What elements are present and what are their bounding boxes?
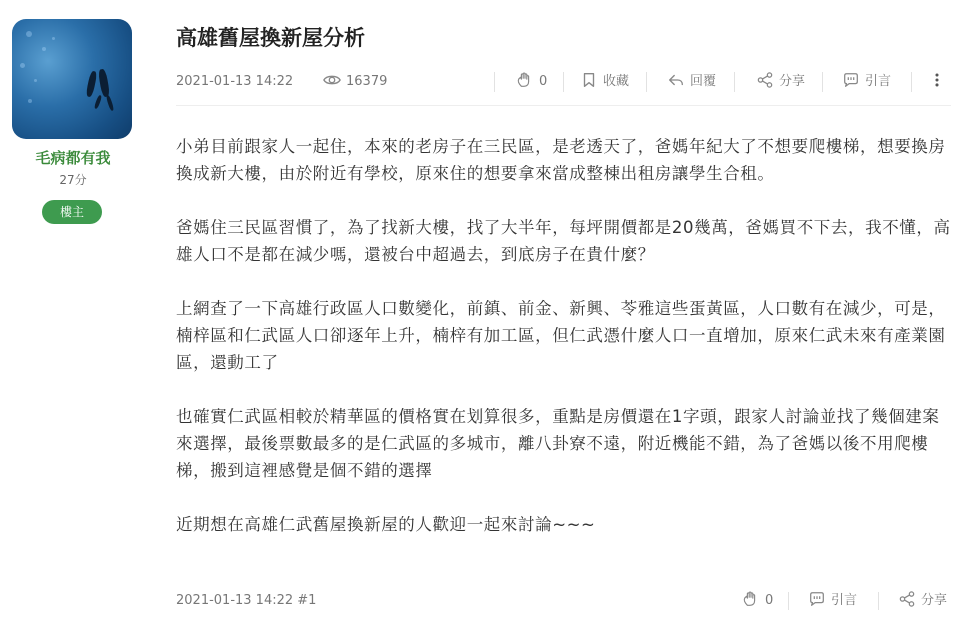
post-footer xyxy=(176,590,951,614)
reply-arrow-icon xyxy=(667,71,685,89)
footer-quote-label: 引言 xyxy=(831,593,858,608)
author-name[interactable]: 毛病都有我 xyxy=(35,149,111,167)
bookmark-label: 收藏 xyxy=(603,74,630,89)
share-nodes-icon xyxy=(898,590,916,608)
meta-divider xyxy=(176,105,951,106)
post-paragraph: 爸媽住三民區習慣了，為了找新大樓，找了大半年，每坪開價都是20幾萬，爸媽買不下去，我不懂，高雄人口不是都在減少嗎，還被台中超過去，到底房子在貴什麼？ xyxy=(176,218,951,264)
post-meta-bar xyxy=(176,70,951,98)
author-badge: 樓主 xyxy=(42,200,102,224)
meta-separator xyxy=(646,72,647,92)
like-button[interactable] xyxy=(516,70,547,94)
post-floor-datetime: 2021-01-13 14:22 #1 xyxy=(176,593,317,608)
reply-label: 回覆 xyxy=(690,74,717,89)
eye-icon xyxy=(323,71,341,89)
share-nodes-icon xyxy=(756,71,774,89)
post-body xyxy=(176,133,951,565)
share-button[interactable] xyxy=(756,70,805,94)
more-menu-button[interactable] xyxy=(928,70,951,94)
footer-separator xyxy=(788,592,789,610)
footer-quote-button[interactable] xyxy=(808,590,857,612)
post-paragraph: 近期想在高雄仁武舊屋換新屋的人歡迎一起來討論~~~ xyxy=(176,515,596,534)
footer-separator xyxy=(878,592,879,610)
reply-button[interactable] xyxy=(667,70,716,94)
footer-like-button[interactable] xyxy=(742,590,773,612)
bookmark-button[interactable] xyxy=(580,70,629,94)
author-score: 27分 xyxy=(59,173,87,187)
bookmark-icon xyxy=(580,71,598,89)
meta-separator xyxy=(494,72,495,92)
post-paragraph: 上網查了一下高雄行政區人口數變化，前鎮、前金、新興、苓雅這些蛋黃區，人口數有在減少，可是，楠梓區和仁武區人口卻逐年上升，楠梓有加工區，但仁武憑什麼人口一直增加，原來仁武未來有產業園區，還動工了 xyxy=(176,299,946,372)
post-paragraph: 小弟目前跟家人一起住，本來的老房子在三民區，是老透天了，爸媽年紀大了不想要爬樓梯，想要換房換成新大樓，由於附近有學校，原來住的想要拿來當成整棟出租房讓學生合租。 xyxy=(176,137,946,183)
footer-share-label: 分享 xyxy=(921,593,948,608)
like-count: 0 xyxy=(539,74,548,89)
quote-bubble-icon xyxy=(808,590,826,608)
post-title: 高雄舊屋換新屋分析 xyxy=(176,26,365,50)
avatar[interactable] xyxy=(12,19,132,139)
meta-separator xyxy=(822,72,823,92)
share-label: 分享 xyxy=(779,74,806,89)
quote-label: 引言 xyxy=(865,74,892,89)
meta-separator xyxy=(563,72,564,92)
views-count: 16379 xyxy=(346,74,388,89)
clap-hand-icon xyxy=(516,71,534,89)
footer-share-button[interactable] xyxy=(898,590,947,612)
meta-separator xyxy=(734,72,735,92)
quote-button[interactable] xyxy=(842,70,891,94)
meta-separator xyxy=(911,72,912,92)
more-vertical-icon xyxy=(928,71,946,89)
views-counter xyxy=(323,70,387,94)
post-paragraph: 也確實仁武區相較於精華區的價格實在划算很多，重點是房價還在1字頭，跟家人討論並找了幾個建案來選擇，最後票數最多的是仁武區的多城市，離八卦寮不遠，附近機能不錯，為了爸媽以後不用爬樓梯，搬到這裡感覺是個不錯的選擇 xyxy=(176,407,940,480)
post-datetime: 2021-01-13 14:22 xyxy=(176,74,294,89)
footer-like-count: 0 xyxy=(765,593,774,608)
clap-hand-icon xyxy=(742,590,760,608)
quote-bubble-icon xyxy=(842,71,860,89)
